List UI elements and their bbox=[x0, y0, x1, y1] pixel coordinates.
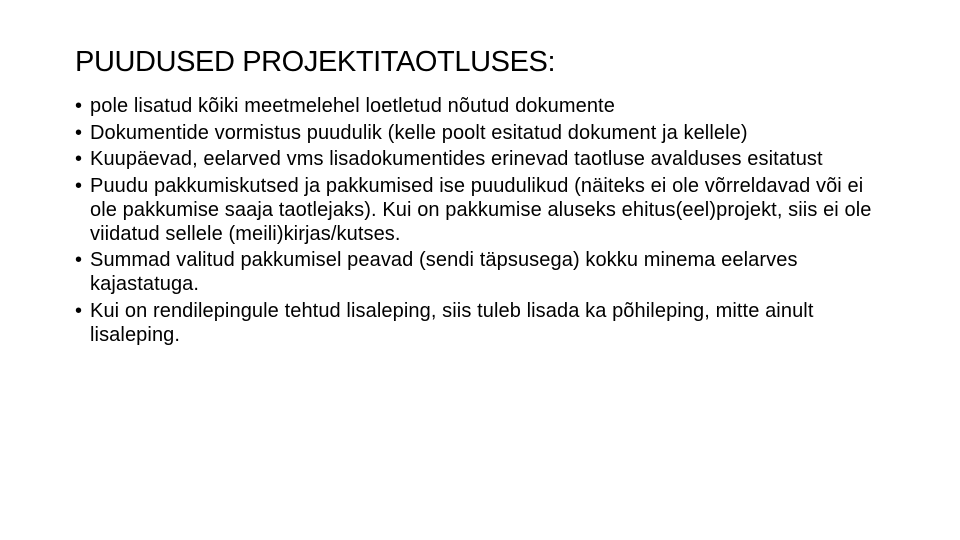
bullet-item bbox=[75, 94, 895, 118]
slide-title: PUUDUSED PROJEKTITAOTLUSES: bbox=[75, 46, 556, 78]
bullet-list bbox=[75, 94, 895, 349]
bullet-item bbox=[75, 121, 895, 145]
bullet-item bbox=[75, 174, 895, 246]
bullet-item bbox=[75, 248, 895, 296]
bullet-text: pole lisatud kõiki meetmelehel loetletud nõutud dokumente bbox=[90, 95, 615, 117]
bullet-dot-icon: • bbox=[75, 121, 83, 144]
bullet-text: Summad valitud pakkumisel peavad (sendi täpsusega) kokku minema eelarves kajastatuga. bbox=[90, 249, 798, 295]
bullet-item bbox=[75, 299, 895, 347]
bullet-text: Puudu pakkumiskutsed ja pakkumised ise puudulikud (näiteks ei ole võrreldavad või ei ole pakkumise saaja taotlejaks). Kui on pakkumise aluseks ehitus(eel)projekt, siis ei ole viidatud sellele (meili)kirjas/kutses. bbox=[90, 174, 872, 245]
bullet-dot-icon: • bbox=[75, 148, 83, 170]
bullet-text: Kui on rendilepingule tehtud lisaleping, siis tuleb lisada ka põhileping, mitte ainult lisaleping. bbox=[90, 299, 814, 346]
bullet-dot-icon: • bbox=[75, 95, 83, 117]
bullet-dot-icon: • bbox=[75, 299, 83, 322]
bullet-item bbox=[75, 147, 895, 171]
bullet-dot-icon: • bbox=[75, 174, 83, 197]
bullet-text: Dokumentide vormistus puudulik (kelle poolt esitatud dokument ja kellele) bbox=[90, 121, 748, 144]
bullet-text: Kuupäevad, eelarved vms lisadokumentides erinevad taotluse avalduses esitatust bbox=[90, 148, 823, 170]
bullet-dot-icon: • bbox=[75, 249, 83, 271]
